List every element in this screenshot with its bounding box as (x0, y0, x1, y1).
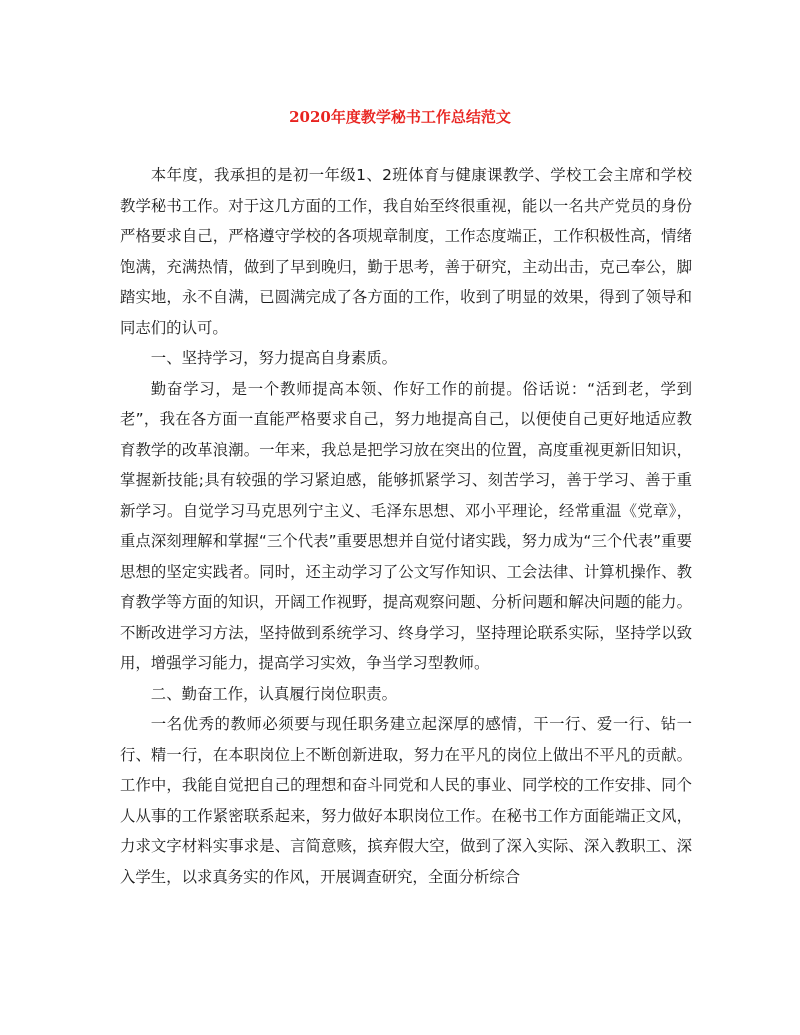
document-body (120, 160, 692, 892)
paragraph-study: 勤奋学习，是一个教师提高本领、作好工作的前提。俗话说：“活到老，学到老”，我在各方面一直能严格要求自己，努力地提高自己，以便使自己更好地适应教育教学的改革浪潮。一年来，我总是把学习放在突出的位置，高度重视更新旧知识，掌握新技能;具有较强的学习紧迫感，能够抓紧学习、刻苦学习，善于学习、善于重新学习。自觉学习马克思列宁主义、毛泽东思想、邓小平理论，经常重温《党章》，重点深刻理解和掌握“三个代表”重要思想并自觉付诸实践，努力成为“三个代表”重要思想的坚定实践者。同时，还主动学习了公文写作知识、工会法律、计算机操作、教育教学等方面的知识，开阔工作视野，提高观察问题、分析问题和解决问题的能力。不断改进学习方法，坚持做到系统学习、终身学习，坚持理论联系实际，坚持学以致用，增强学习能力，提高学习实效，争当学习型教师。 (120, 379, 692, 672)
section-heading-study: 一、坚持学习，努力提高自身素质。 (150, 349, 398, 367)
section-heading-work: 二、勤奋工作，认真履行岗位职责。 (150, 684, 398, 703)
paragraph-work: 一名优秀的教师必须要与现任职务建立起深厚的感情，干一行、爱一行、钻一行、精一行，在本职岗位上不断创新进取，努力在平凡的岗位上做出不平凡的贡献。工作中，我能自觉把自己的理想和奋斗同党和人民的事业、同学校的工作安排、同个人从事的工作紧密联系起来，努力做好本职岗位工作。在秘书工作方面能端正文风，力求文字材料实事求是、言简意赅，摈弃假大空，做到了深入实际、深入教职工、深入学生，以求真务实的作风，开展调查研究，全面分析综合 (120, 715, 692, 886)
document-title: 2020年度教学秘书工作总结范文 (289, 108, 511, 126)
paragraph-intro: 本年度，我承担的是初一年级1、2班体育与健康课教学、学校工会主席和学校教学秘书工作。对于这几方面的工作，我自始至终很重视，能以一名共产党员的身份严格要求自己，严格遵守学校的各项规章制度，工作态度端正，工作积极性高，情绪饱满，充满热情，做到了早到晚归，勤于思考，善于研究，主动出击，克己奉公，脚踏实地，永不自满，已圆满完成了各方面的工作，收到了明显的效果，得到了领导和同志们的认可。 (120, 166, 692, 337)
